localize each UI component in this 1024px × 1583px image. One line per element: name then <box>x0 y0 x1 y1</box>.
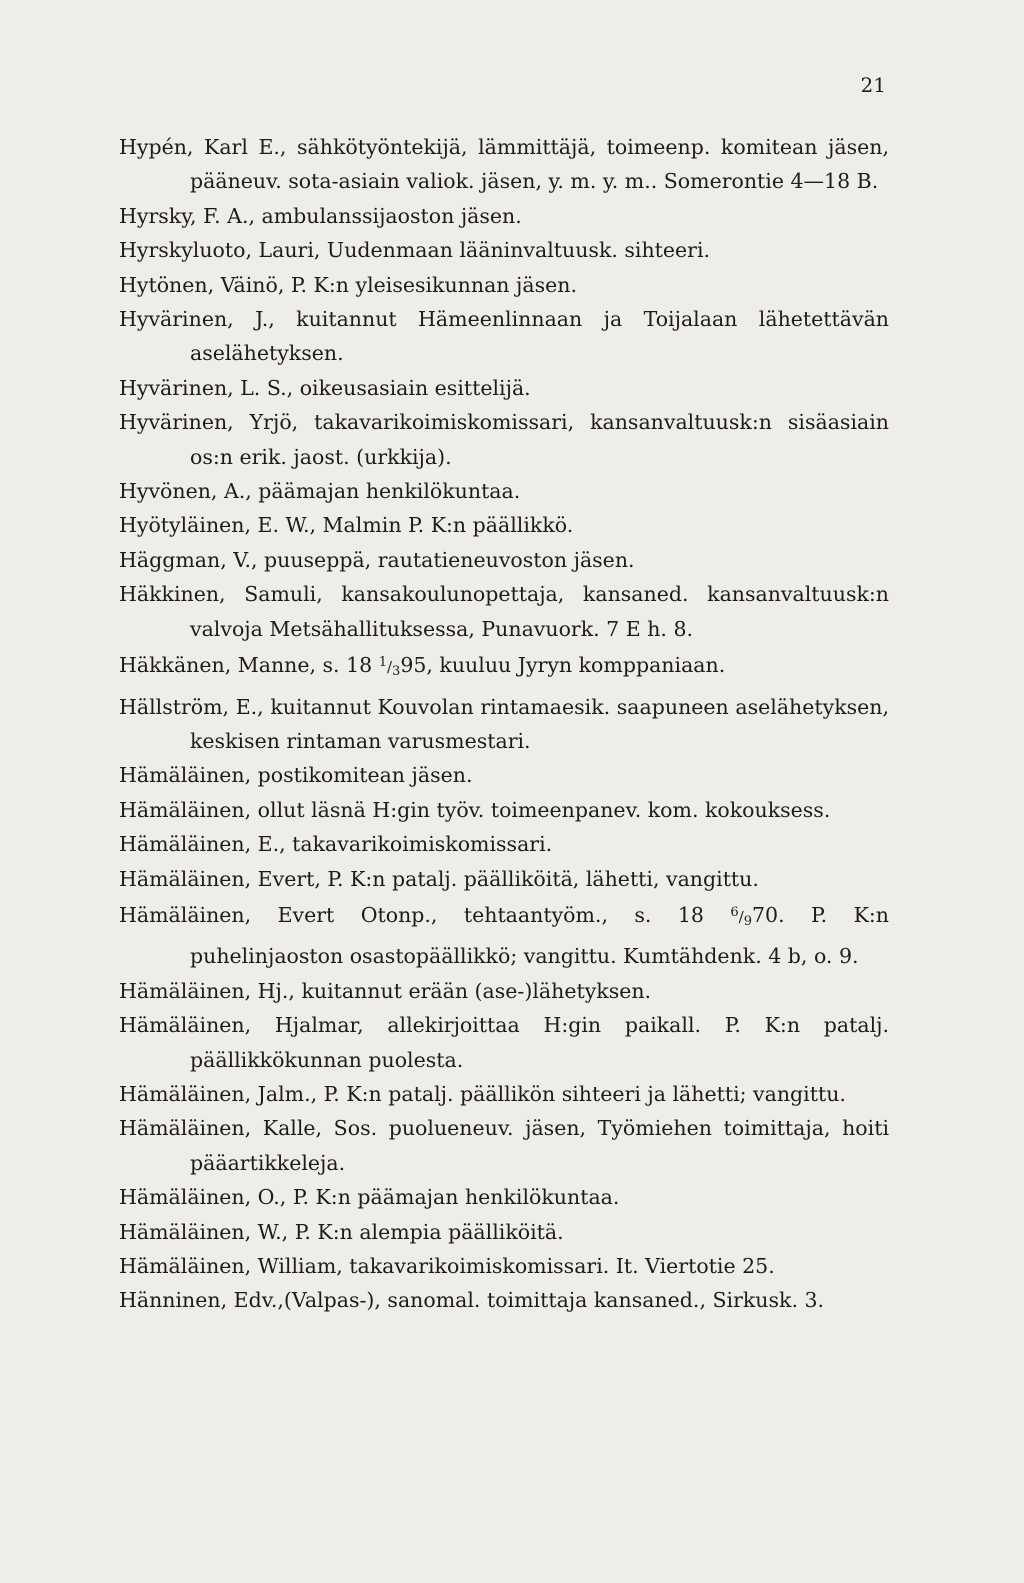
list-item: Hämäläinen, Jalm., P. K:n patalj. päällikön sihteeri ja lähetti; vangittu. <box>119 1081 846 1106</box>
list-item: Häggman, V., puuseppä, rautatieneuvoston jäsen. <box>119 547 635 572</box>
list-item: Häkkinen, Samuli, kansakoulunopettaja, kansaned. kansanvaltuusk:n valvoja Metsähallituksessa, Punavuork. 7 E h. 8. <box>119 582 889 641</box>
list-item: Hämäläinen, postikomitean jäsen. <box>119 763 473 788</box>
entry-text: 95, kuuluu Jyryn komppaniaan. <box>400 653 726 678</box>
list-item: Hyvönen, A., päämajan henkilökuntaa. <box>119 479 521 504</box>
list-item: Hämäläinen, E., takavarikoimiskomissari. <box>119 832 553 857</box>
fraction-denominator: 9 <box>743 913 752 929</box>
list-item: Hyötyläinen, E. W., Malmin P. K:n päällikkö. <box>119 513 574 538</box>
entry-text: Häkkänen, Manne, s. 18 <box>119 653 379 678</box>
list-item <box>119 896 889 974</box>
list-item: Hyrskyluoto, Lauri, Uudenmaan lääninvaltuusk. sihteeri. <box>119 238 711 263</box>
list-item: Hyvärinen, J., kuitannut Hämeenlinnaan ja Toijalaan lähetettävän aselähetyksen. <box>119 307 889 366</box>
list-item: Hytönen, Väinö, P. K:n yleisesikunnan jäsen. <box>119 272 577 297</box>
entry-list <box>119 130 889 1318</box>
list-item: Hypén, Karl E., sähkötyöntekijä, lämmittäjä, toimeenp. komitean jäsen, pääneuv. sota-asiain valiok. jäsen, y. m. y. m.. Somerontie 4—18 B. <box>119 135 889 194</box>
list-item: Hämäläinen, O., P. K:n päämajan henkilökuntaa. <box>119 1185 620 1210</box>
list-item: Hämäläinen, Kalle, Sos. puolueneuv. jäsen, Työmiehen toimittaja, hoiti pääartikkeleja. <box>119 1116 889 1175</box>
list-item: Hyvärinen, Yrjö, takavarikoimiskomissari, kansanvaltuusk:n sisäasiain os:n erik. jaost. (urkkija). <box>119 410 889 469</box>
list-item: Hällström, E., kuitannut Kouvolan rintamaesik. saapuneen aselähetyksen, keskisen rintaman varusmestari. <box>119 694 889 753</box>
list-item: Hänninen, Edv.,(Valpas-), sanomal. toimittaja kansaned., Sirkusk. 3. <box>119 1288 825 1313</box>
date-fraction: $^6/_9$ <box>730 904 752 929</box>
fraction-denominator: 3 <box>392 664 401 680</box>
list-item: Hämäläinen, W., P. K:n alempia päälliköitä. <box>119 1219 564 1244</box>
list-item: Hyvärinen, L. S., oikeusasiain esittelijä. <box>119 375 531 400</box>
list-item: Hämäläinen, Evert, P. K:n patalj. päälliköitä, lähetti, vangittu. <box>119 866 759 891</box>
date-fraction: $^1/_3$ <box>378 655 401 680</box>
entry-text: Hämäläinen, Evert Otonp., tehtaantyöm., s. 18 <box>119 902 731 927</box>
list-item: Hyrsky, F. A., ambulanssijaoston jäsen. <box>119 203 522 228</box>
fraction-numerator: 1 <box>378 655 387 671</box>
list-item: Hämäläinen, Hjalmar, allekirjoittaa H:gin paikall. P. K:n patalj. päällikkökunnan puolesta. <box>119 1013 889 1072</box>
list-item: Hämäläinen, Hj., kuitannut erään (ase-)lähetyksen. <box>119 978 652 1003</box>
entry-text: 70. P. K:n puhelinjaoston osastopäällikkö; vangittu. Kumtähdenk. 4 b, o. 9. <box>190 902 890 969</box>
fraction-numerator: 6 <box>730 904 739 920</box>
page-number: 21 <box>860 73 886 97</box>
list-item <box>119 646 889 689</box>
list-item: Hämäläinen, William, takavarikoimiskomissari. It. Viertotie 25. <box>119 1254 775 1278</box>
list-item: Hämäläinen, ollut läsnä H:gin työv. toimeenpanev. kom. kokouksess. <box>119 797 831 822</box>
